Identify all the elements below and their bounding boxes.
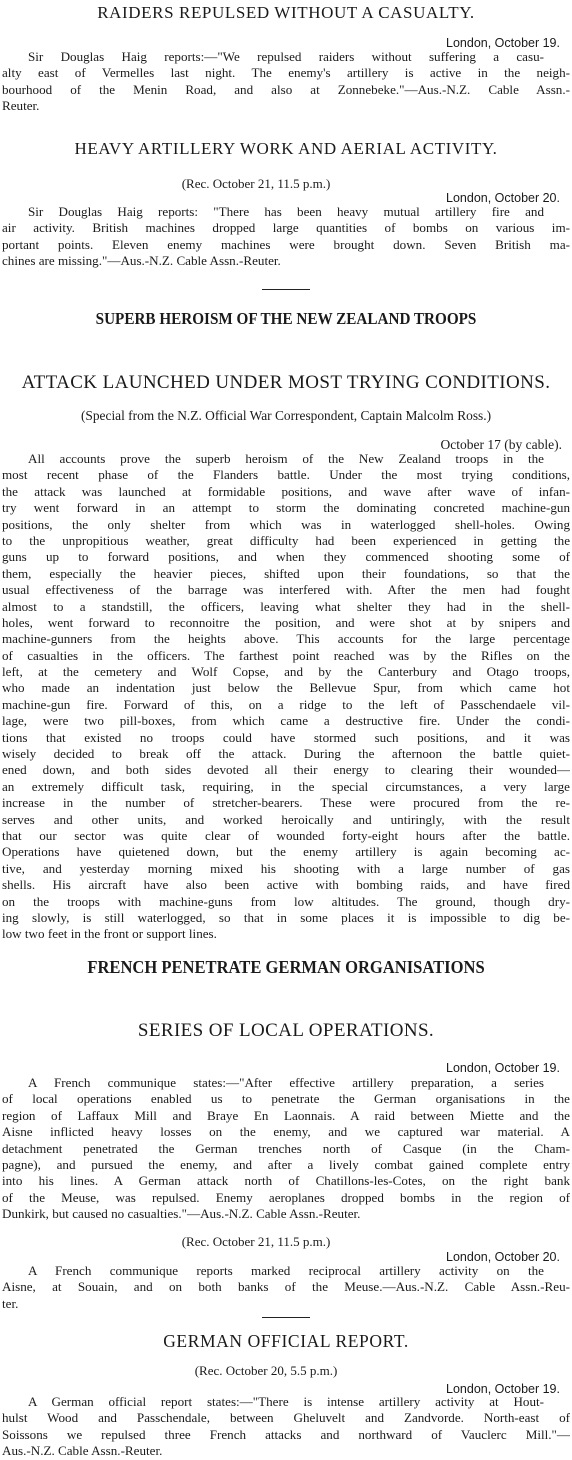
headline-german: GERMAN OFFICIAL REPORT. <box>163 1331 409 1351</box>
text-line: serves and other units, and worked heroically and untiringly, with the result <box>2 811 570 827</box>
body-nz <box>2 451 570 943</box>
text-line: ter. <box>2 1295 19 1311</box>
text-line: to the unpropitious weather, great difficulty had been experienced in getting the <box>2 532 570 548</box>
text-line: almost to a standstill, the officers, leaving what shelter they had in the shell- <box>2 598 570 614</box>
text-line: Aisne, at Souain, and on both banks of the Meuse.—Aus.-N.Z. Cable Assn.-Reu- <box>2 1279 570 1295</box>
text-line: A French communique states:—"After effective artillery preparation, a series <box>28 1075 544 1090</box>
text-line: bourhood of the Menin Road, and also at Zonnebeke."—Aus.-N.Z. Cable Assn.- <box>2 81 570 97</box>
text-line: ing slowly, is still waterlogged, so that in some places it is impossible to dig be- <box>2 909 570 925</box>
text-line: detachment penetrated the German trenches north of Casque (in the Cham- <box>2 1140 570 1156</box>
text-line: most recent phase of the Flanders battle. Under the most trying conditions, <box>2 467 570 483</box>
body-artillery <box>2 204 570 270</box>
received-artillery: (Rec. October 21, 11.5 p.m.) <box>181 176 331 191</box>
text-line: Sir Douglas Haig reports: "There has been heavy mutual artillery fire and <box>28 204 544 219</box>
body-raiders <box>2 49 570 115</box>
text-line: that our sector was quite clear of wounded forty-eight hours after the battle. <box>2 827 570 843</box>
text-line: wisely decided to break off the attack. During the afternoon the battle quiet- <box>2 746 570 762</box>
text-line: portant points. Eleven enemy machines were brought down. Seven British ma- <box>2 236 570 252</box>
text-line: Reuter. <box>2 98 40 114</box>
headline-artillery: HEAVY ARTILLERY WORK AND AERIAL ACTIVITY. <box>74 139 498 158</box>
text-line: of the Meuse, was repulsed. Enemy aeroplanes dropped bombs in the region of <box>2 1189 570 1205</box>
dateline-nz: October 17 (by cable). <box>440 437 562 452</box>
body-french-2 <box>2 1263 570 1312</box>
received-german: (Rec. October 20, 5.5 p.m.) <box>194 1363 338 1378</box>
body-french <box>2 1075 570 1223</box>
headline-nz: SUPERB HEROISM OF THE NEW ZEALAND TROOPS <box>95 309 477 328</box>
text-line: try went forward in an attempt to storm the dominating concreted machine-gun <box>2 500 570 516</box>
text-line: machine-gun fire. Forward of this, on a ridge to the left of Passchendaele vil- <box>2 696 570 712</box>
text-line: Operations have quietened down, but the enemy artillery is again becoming ac- <box>2 844 570 860</box>
text-line: who made an indentation just below the Bellevue Spur, from which came hot <box>2 680 570 696</box>
text-line: hulst Wood and Passchendale, between Gheluvelt and Zandvorde. North-east of <box>2 1410 570 1426</box>
text-line: Soissons we repulsed three French attacks and northward of Vauclerc Mill."— <box>2 1426 570 1442</box>
text-line: A French communique reports marked reciprocal artillery activity on the <box>28 1263 544 1278</box>
text-line: machine-gunners from the heights above. This accounts for the large percentage <box>2 631 570 647</box>
dateline-raiders: London, October 19. <box>446 36 560 50</box>
text-line: A German official report states:—"There is intense artillery activity at Hout- <box>28 1394 544 1409</box>
section-divider <box>262 1317 310 1318</box>
text-line: on the troops with machine-guns from low altitudes. The ground, though dry- <box>2 893 570 909</box>
headline-french: FRENCH PENETRATE GERMAN ORGANISATIONS <box>87 957 485 977</box>
text-line: left, at the cemetery and Wolf Copse, and by the Canterbury and Otago troops, <box>2 664 570 680</box>
text-line: pagne), and pursued the enemy, and after a lively combat gained complete entry <box>2 1156 570 1172</box>
text-line: tive, and yesterday morning mixed his shooting with a large number of gas <box>2 860 570 876</box>
text-line: All accounts prove the superb heroism of the New Zealand troops in the <box>28 451 544 466</box>
text-line: an extremely difficult task, requiring, in the special circumstances, a very large <box>2 778 570 794</box>
text-line: tions that existed no troops could have stormed such positions, and it was <box>2 729 570 745</box>
text-line: into his lines. A German attack north of Chatillons-les-Cotes, on the right bank <box>2 1173 570 1189</box>
dateline-german: London, October 19. <box>446 1382 560 1396</box>
text-line: Aisne inflicted heavy losses on the enemy, and we captured war material. A <box>2 1124 570 1140</box>
text-line: Sir Douglas Haig reports:—"We repulsed raiders without suffering a casu- <box>28 49 544 64</box>
text-line: lage, were two pill-boxes, from which came a destructive fire. Under the condi- <box>2 713 570 729</box>
text-line: low two feet in the front or support lines. <box>2 926 217 942</box>
text-line: guns up to forward positions, and when they commenced shooting some of <box>2 549 570 565</box>
text-line: the attack was launched at formidable positions, and wave after wave of infan- <box>2 483 570 499</box>
text-line: usual effectiveness of the barrage was interfered with. After the men had fought <box>2 582 570 598</box>
subheadline-french: SERIES OF LOCAL OPERATIONS. <box>137 1020 435 1041</box>
text-line: air activity. British machines dropped large quantities of bombs on various im- <box>2 220 570 236</box>
text-line: ened down, and both sides devoted all their energy to clearing their wounded— <box>2 762 570 778</box>
subheadline-nz: ATTACK LAUNCHED UNDER MOST TRYING CONDITIONS. <box>21 372 551 393</box>
text-line: increase in the number of stretcher-bearers. These were procured from the re- <box>2 795 570 811</box>
dateline-french: London, October 19. <box>446 1061 560 1075</box>
dateline-french-2: London, October 20. <box>446 1250 560 1264</box>
text-line: them, especially the heavier pieces, shifted upon their foundations, so that the <box>2 565 570 581</box>
text-line: of local operations enabled us to penetrate the German organisations in the <box>2 1091 570 1107</box>
text-line: region of Laffaux Mill and Braye En Laonnais. A raid between Miette and the <box>2 1107 570 1123</box>
text-line: alty east of Vermelles last night. The enemy's artillery is active in the neigh- <box>2 65 570 81</box>
received-french: (Rec. October 21, 11.5 p.m.) <box>181 1234 331 1249</box>
text-line: shells. His aircraft have also been active with bombing raids, and have fired <box>2 877 570 893</box>
section-divider <box>262 289 310 290</box>
text-line: chines are missing."—Aus.-N.Z. Cable Assn.-Reuter. <box>2 253 281 269</box>
text-line: of casualties in the officers. The farthest point reached was by the Rifles on the <box>2 647 570 663</box>
dateline-artillery: London, October 20. <box>446 191 560 205</box>
text-line: positions, the only shelter from which was in waterlogged shell-holes. Owing <box>2 516 570 532</box>
text-line: Aus.-N.Z. Cable Assn.-Reuter. <box>2 1443 163 1459</box>
body-german <box>2 1394 570 1460</box>
text-line: holes, went forward to reconnoitre the position, and were shot at by snipers and <box>2 614 570 630</box>
text-line: Dunkirk, but caused no casualties."—Aus.-N.Z. Cable Assn.-Reuter. <box>2 1206 361 1222</box>
byline-nz: (Special from the N.Z. Official War Correspondent, Captain Malcolm Ross.) <box>80 408 492 423</box>
headline-raiders: RAIDERS REPULSED WITHOUT A CASUALTY. <box>97 3 475 22</box>
